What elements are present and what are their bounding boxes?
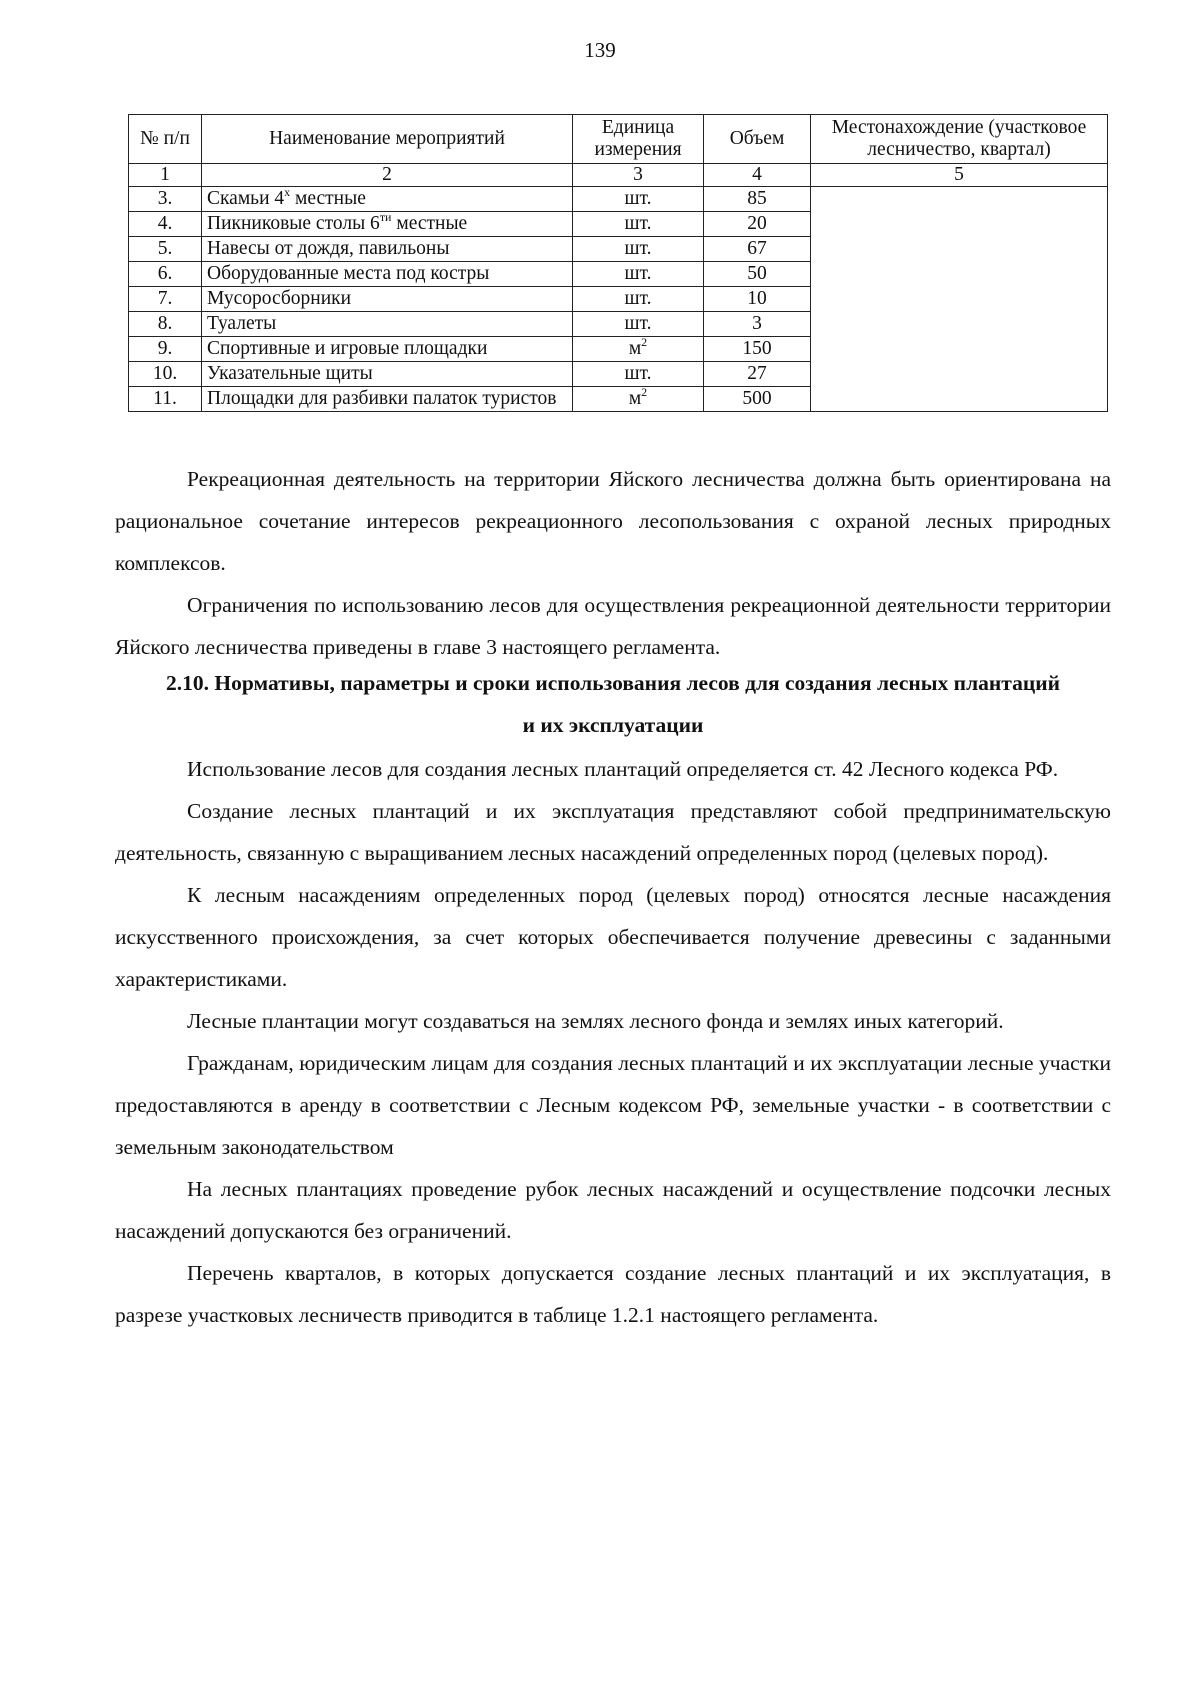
row-name: [202, 337, 573, 362]
row-unit-text: шт.: [624, 188, 652, 209]
row-unit-text: шт.: [624, 213, 652, 234]
row-unit-superscript: 2: [641, 384, 648, 399]
row-volume: 85: [704, 187, 811, 212]
column-index-cell: 3: [573, 164, 704, 187]
paragraph: Использование лесов для создания лесных плантаций определяется ст. 42 Лесного кодекса РФ.: [187, 757, 1059, 781]
row-unit: [573, 187, 704, 212]
row-number: 11.: [129, 387, 202, 412]
row-name-tail: местные: [290, 188, 366, 209]
row-name: [202, 209, 573, 237]
row-unit-text: шт.: [624, 263, 652, 284]
row-unit-text: м: [628, 388, 642, 409]
row-unit: [573, 237, 704, 262]
row-name-text: Пикниковые столы 6: [207, 213, 380, 234]
row-unit-text: шт.: [624, 288, 652, 309]
recreation-facilities-table: [128, 114, 1108, 412]
row-number: 6.: [129, 262, 202, 287]
row-number: 3.: [129, 187, 202, 212]
row-volume: 3: [704, 312, 811, 337]
row-unit-text: шт.: [624, 313, 652, 334]
column-index-cell: 5: [811, 164, 1108, 187]
paragraph: Рекреационная деятельность на территории Яйского лесничества должна быть ориентирована на рациональное сочетание интересов рекреационного лесопользования с охраной лесных природных комплексов.: [115, 467, 1111, 575]
row-name-text: Указательные щиты: [207, 363, 373, 384]
row-volume: 500: [704, 387, 811, 412]
row-unit: [573, 262, 704, 287]
column-index-cell: 2: [202, 164, 573, 187]
row-name-text: Скамьи 4: [207, 188, 285, 209]
row-name-text: Оборудованные места под костры: [207, 263, 490, 284]
row-volume: 150: [704, 337, 811, 362]
header-num: № п/п: [129, 115, 202, 164]
section-heading: 2.10. Нормативы, параметры и сроки использования лесов для создания лесных плантаций и их эксплуатации: [165, 671, 1061, 737]
row-unit: [573, 384, 704, 412]
row-volume: 10: [704, 287, 811, 312]
row-number: 9.: [129, 337, 202, 362]
row-number: 5.: [129, 237, 202, 262]
header-name: Наименование мероприятий: [202, 115, 573, 164]
row-name: [202, 287, 573, 312]
row-unit: [573, 334, 704, 362]
paragraph: На лесных плантациях проведение рубок лесных насаждений и осуществление подсочки лесных насаждений допускаются без ограничений.: [115, 1177, 1111, 1243]
row-name: [202, 362, 573, 387]
body-text-lower: [115, 748, 1111, 1336]
row-unit-superscript: 2: [641, 334, 648, 349]
row-name-text: Туалеты: [207, 313, 277, 334]
row-name-text: Площадки для разбивки палаток туристов: [207, 388, 557, 409]
header-unit: Единица измерения: [573, 115, 704, 164]
header-volume: Объем: [704, 115, 811, 164]
table-header-row: [129, 115, 1108, 164]
row-number: 7.: [129, 287, 202, 312]
row-unit-text: шт.: [624, 238, 652, 259]
paragraph: Ограничения по использованию лесов для осуществления рекреационной деятельности территории Яйского лесничества приведены в главе 3 настоящего регламента.: [115, 593, 1111, 659]
row-unit: [573, 362, 704, 387]
page-number: 139: [584, 38, 616, 62]
row-name: [202, 184, 573, 212]
row-name: [202, 387, 573, 412]
row-volume: 50: [704, 262, 811, 287]
row-number: 4.: [129, 212, 202, 237]
paragraph: К лесным насаждениям определенных пород (целевых пород) относятся лесные насаждения искусственного происхождения, за счет которых обеспечивается получение древесины с заданными характеристиками.: [115, 883, 1111, 991]
location-cell: [811, 187, 1108, 412]
row-volume: 67: [704, 237, 811, 262]
row-name-text: Мусоросборники: [207, 288, 352, 309]
row-unit: [573, 287, 704, 312]
row-volume: 20: [704, 212, 811, 237]
column-index-cell: 1: [129, 164, 202, 187]
column-index-cell: 4: [704, 164, 811, 187]
row-volume: 27: [704, 362, 811, 387]
row-unit: [573, 212, 704, 237]
row-name-text: Спортивные и игровые площадки: [207, 338, 488, 359]
row-name-superscript: х: [284, 184, 291, 199]
row-unit: [573, 312, 704, 337]
body-text-upper: [115, 458, 1111, 668]
row-unit-text: м: [628, 338, 642, 359]
section-block: [115, 662, 1111, 746]
paragraph: Создание лесных плантаций и их эксплуатация представляют собой предпринимательскую деятельность, связанную с выращиванием лесных насаждений определенных пород (целевых пород).: [115, 799, 1111, 865]
row-name: [202, 262, 573, 287]
row-unit-text: шт.: [624, 363, 652, 384]
row-name: [202, 312, 573, 337]
row-name-text: Навесы от дождя, павильоны: [207, 238, 450, 259]
paragraph: Гражданам, юридическим лицам для создания лесных плантаций и их эксплуатации лесные участки предоставляются в аренду в соответствии с Лесным кодексом РФ, земельные участки - в соответствии с земельным законодательством: [115, 1051, 1111, 1159]
header-location: Местонахождение (участковое лесничество, квартал): [811, 115, 1108, 164]
table-row: [129, 187, 1108, 212]
paragraph: Лесные плантации могут создаваться на землях лесного фонда и землях иных категорий.: [187, 1009, 1004, 1033]
row-number: 8.: [129, 312, 202, 337]
table-body: [129, 164, 1108, 412]
row-name-tail: местные: [391, 213, 468, 234]
row-name: [202, 237, 573, 262]
column-index-row: [129, 164, 1108, 187]
paragraph: Перечень кварталов, в которых допускается создание лесных плантаций и их эксплуатация, в разрезе участковых лесничеств приводится в таблице 1.2.1 настоящего регламента.: [115, 1261, 1111, 1327]
row-number: 10.: [129, 362, 202, 387]
row-name-superscript: ти: [379, 209, 392, 224]
